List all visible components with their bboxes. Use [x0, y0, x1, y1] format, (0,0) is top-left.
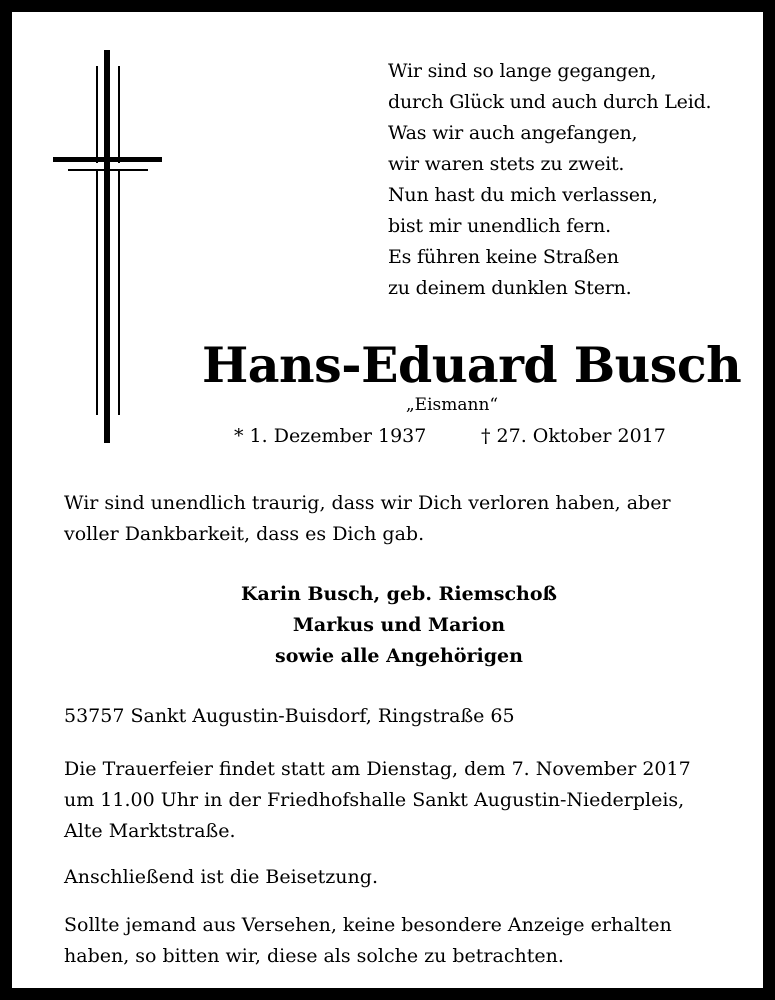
deceased-name: Hans-Eduard Busch: [202, 336, 742, 394]
message-line: Wir sind unendlich traurig, dass wir Dich verloren haben, aber: [64, 492, 671, 514]
mourner-line: Karin Busch, geb. Riemschoß: [241, 583, 557, 605]
poem-line: Wir sind so lange gegangen,: [388, 60, 657, 82]
poem-line: Was wir auch angefangen,: [388, 122, 638, 144]
poem-line: Es führen keine Straßen: [388, 246, 619, 268]
mourner-line: sowie alle Angehörigen: [275, 645, 523, 667]
poem-line: durch Glück und auch durch Leid.: [388, 91, 712, 113]
condolence-message: [64, 488, 671, 550]
mourner-line: Markus und Marion: [292, 614, 506, 636]
funeral-line: Alte Marktstraße.: [64, 820, 236, 842]
deceased-nickname: „Eismann“: [405, 395, 499, 415]
funeral-line: Die Trauerfeier findet statt am Dienstag, dem 7. November 2017: [64, 758, 691, 780]
mourners-list: [64, 579, 734, 672]
closing-line: Sollte jemand aus Versehen, keine besondere Anzeige erhalten: [64, 914, 672, 936]
funeral-info: [64, 754, 691, 847]
poem-line: Nun hast du mich verlassen,: [388, 184, 658, 206]
closing-line: haben, so bitten wir, diese als solche zu betrachten.: [64, 945, 564, 967]
poem-line: zu deinem dunklen Stern.: [388, 277, 632, 299]
life-dates: [234, 421, 666, 451]
poem-line: wir waren stets zu zweit.: [388, 153, 625, 175]
death-date: † 27. Oktober 2017: [481, 425, 666, 447]
birth-date: * 1. Dezember 1937: [234, 425, 427, 447]
address: 53757 Sankt Augustin-Buisdorf, Ringstraße 65: [64, 705, 515, 727]
poem-line: bist mir unendlich fern.: [388, 215, 611, 237]
burial-info: Anschließend ist die Beisetzung.: [64, 866, 378, 888]
closing-note: [64, 910, 672, 972]
poem: [388, 56, 711, 304]
message-line: voller Dankbarkeit, dass es Dich gab.: [64, 523, 425, 545]
funeral-line: um 11.00 Uhr in der Friedhofshalle Sankt Augustin-Niederpleis,: [64, 789, 685, 811]
